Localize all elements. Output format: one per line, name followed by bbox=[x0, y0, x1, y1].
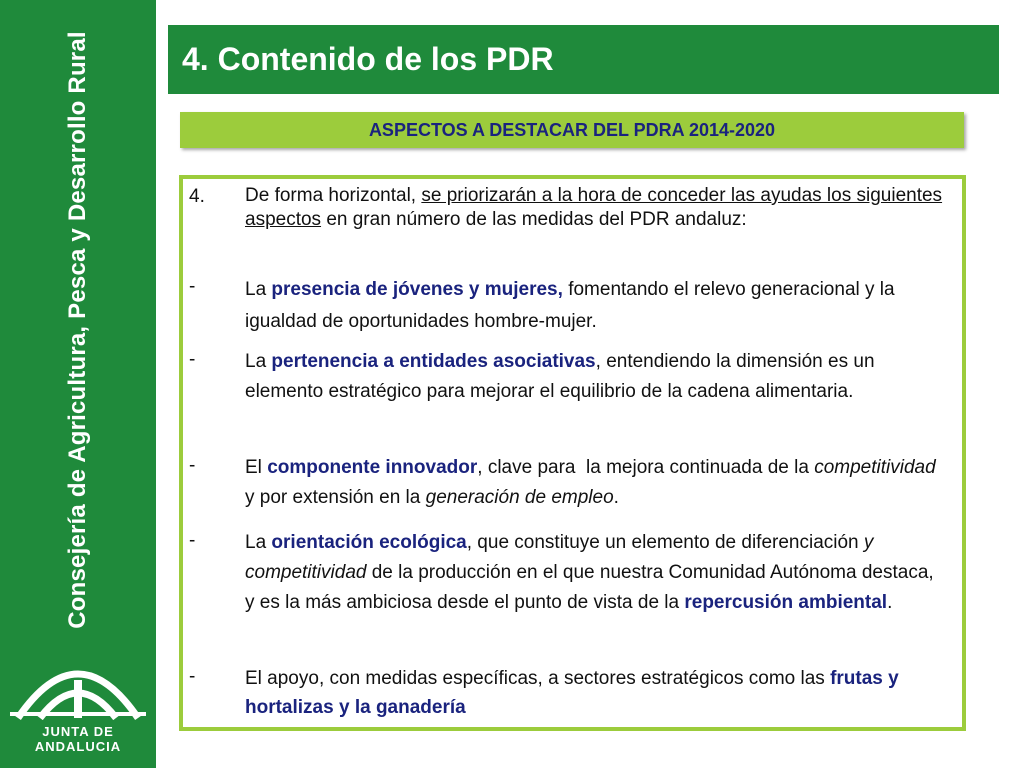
bullet-highlight: orientación ecológica bbox=[271, 532, 467, 553]
bullet-text-part: . bbox=[887, 592, 893, 613]
bullet-text-part: de la producción en el que nuestra Comunidad Autónoma destaca, y es la más ambiciosa desde el punto de vista de la bbox=[245, 562, 934, 613]
bullet-highlight: frutas y hortalizas y la ganadería bbox=[245, 668, 899, 718]
bullet-text bbox=[245, 274, 945, 338]
bullet-text-part: , entendiendo la dimensión es un elemento estratégico para mejorar el equilibrio de la cadena alimentaria. bbox=[245, 351, 875, 402]
bullet-dash: - bbox=[189, 530, 196, 551]
bullet-text-part: . bbox=[613, 487, 619, 508]
bullet-text-part: , que constituye un elemento de diferenciación bbox=[466, 532, 864, 553]
bullet-highlight: presencia de jóvenes y mujeres, bbox=[271, 279, 563, 300]
content-box bbox=[179, 175, 966, 731]
bullet-dash: - bbox=[189, 455, 196, 476]
bullet-text-part: La bbox=[245, 532, 272, 553]
bullet-text bbox=[245, 453, 945, 513]
bullet-italic: competitividad bbox=[814, 457, 936, 478]
bullet-text bbox=[245, 347, 945, 407]
bullet-text-part: La bbox=[245, 351, 272, 372]
section-subtitle: ASPECTOS A DESTACAR DEL PDRA 2014-2020 bbox=[368, 119, 776, 140]
sidebar-vertical-title: Consejería de Agricultura, Pesca y Desarrollo Rural bbox=[64, 31, 91, 629]
title-bar bbox=[168, 25, 999, 94]
bullet-text-part: fomentando el relevo generacional y la igualdad de oportunidades hombre-mujer. bbox=[245, 279, 895, 332]
bullet-italic: y competitividad bbox=[245, 532, 874, 583]
bullet-text-part: El bbox=[245, 457, 268, 478]
bullet-dash: - bbox=[189, 349, 196, 370]
bullet-text-part: , clave para la mejora continuada de la bbox=[477, 457, 815, 478]
junta-de-andalucia-arches-logo-icon bbox=[10, 640, 146, 720]
bullet-highlight: pertenencia a entidades asociativas bbox=[271, 351, 596, 372]
bullet-text-part: El apoyo, con medidas específicas, a sectores estratégicos como las bbox=[245, 668, 831, 689]
intro-underlined-text: se priorizarán a la hora de conceder las ayudas los siguientes aspectos bbox=[245, 185, 943, 230]
intro-text-part: en gran número de las medidas del PDR andaluz: bbox=[321, 209, 747, 230]
sidebar bbox=[0, 0, 156, 768]
bullet-text bbox=[245, 664, 945, 722]
list-number: 4. bbox=[189, 186, 205, 207]
bullet-highlight: repercusión ambiental bbox=[684, 592, 888, 613]
intro-text-part: De forma horizontal, bbox=[245, 185, 422, 206]
bullet-dash: - bbox=[189, 666, 196, 687]
bullet-text-part: y por extensión en la bbox=[245, 487, 426, 508]
bullet-highlight: componente innovador bbox=[267, 457, 478, 478]
logo-text: JUNTA DE ANDALUCIA bbox=[34, 724, 122, 754]
page-title: 4. Contenido de los PDR bbox=[182, 41, 554, 77]
intro-text bbox=[245, 184, 949, 232]
bullet-text-part: La bbox=[245, 279, 272, 300]
bullet-italic: generación de empleo bbox=[425, 487, 614, 508]
bullet-dash: - bbox=[189, 276, 196, 297]
subtitle-bar bbox=[180, 112, 964, 148]
bullet-text bbox=[245, 528, 945, 618]
